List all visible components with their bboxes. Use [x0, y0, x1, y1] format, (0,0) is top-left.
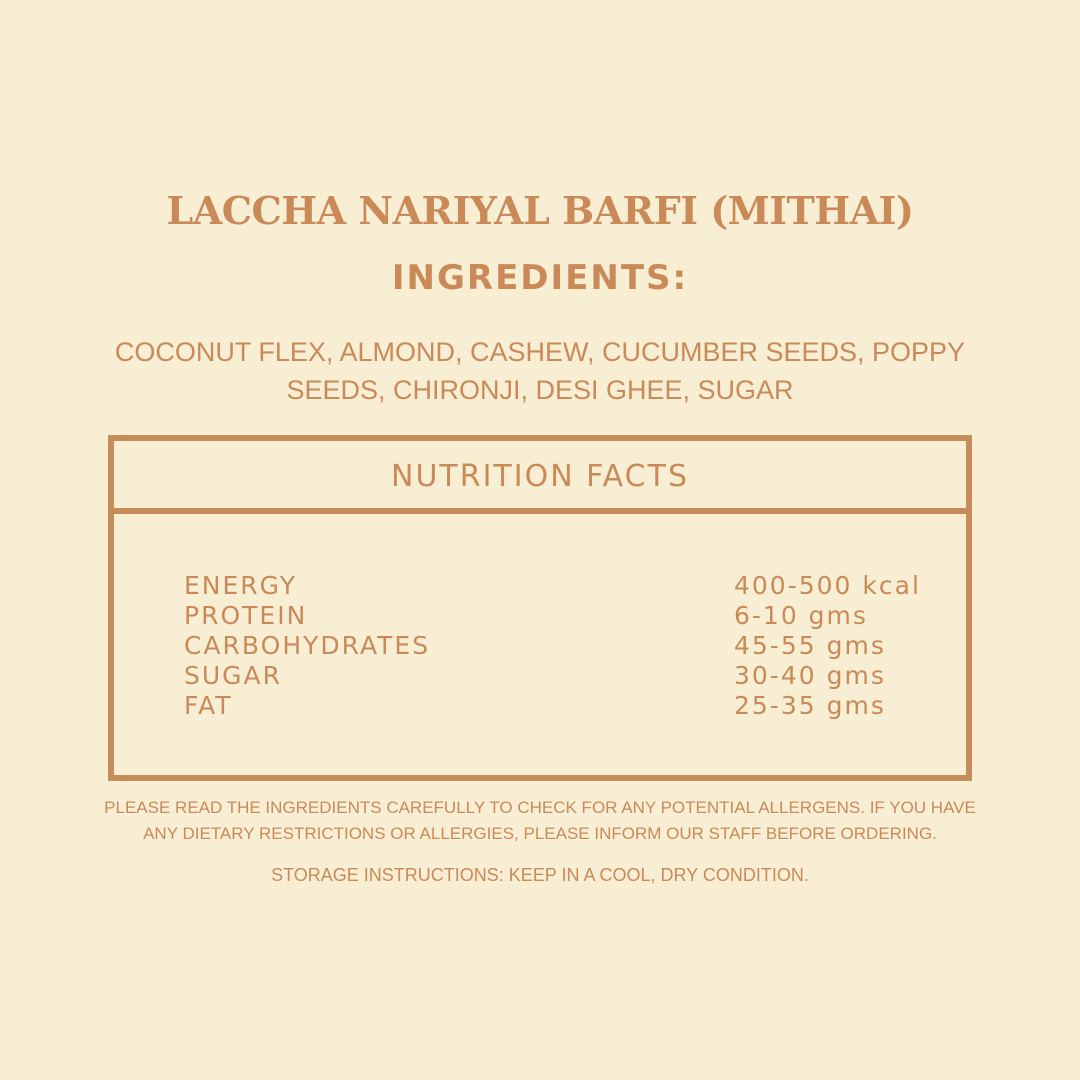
nutrition-facts-panel — [108, 435, 972, 781]
nutrition-row-protein — [184, 601, 924, 631]
nutrient-value: 6-10 gms — [734, 601, 868, 630]
nutrition-row-fat — [184, 691, 924, 721]
nutrient-value: 30-40 gms — [734, 661, 886, 690]
nutrient-name: PROTEIN — [184, 601, 308, 630]
ingredients-heading: INGREDIENTS: — [391, 258, 689, 298]
nutrient-value: 45-55 gms — [734, 631, 886, 660]
storage-instructions: STORAGE INSTRUCTIONS: KEEP IN A COOL, DRY CONDITION. — [271, 865, 809, 885]
nutrient-name: ENERGY — [184, 571, 298, 600]
nutrient-name: FAT — [184, 691, 233, 720]
nutrition-row-energy — [184, 571, 924, 601]
nutrition-facts-heading: NUTRITION FACTS — [114, 441, 966, 514]
nutrient-name: CARBOHYDRATES — [184, 631, 431, 660]
nutrition-facts-table — [184, 571, 924, 721]
nutrition-row-sugar — [184, 661, 924, 691]
nutrient-value: 400-500 kcal — [734, 571, 921, 600]
allergen-notice: PLEASE READ THE INGREDIENTS CAREFULLY TO CHECK FOR ANY POTENTIAL ALLERGENS. IF YOU HAVE ANY DIETARY RESTRICTIONS OR ALLERGIES, PLEASE INFORM OUR STAFF BEFORE ORDERING. — [104, 798, 976, 843]
nutrient-name: SUGAR — [184, 661, 283, 690]
ingredients-list: COCONUT FLEX, ALMOND, CASHEW, CUCUMBER SEEDS, POPPY SEEDS, CHIRONJI, DESI GHEE, SUGAR — [114, 337, 966, 405]
product-title: LACCHA NARIYAL BARFI (MITHAI) — [166, 188, 914, 233]
nutrient-value: 25-35 gms — [734, 691, 886, 720]
nutrition-row-carbohydrates — [184, 631, 924, 661]
